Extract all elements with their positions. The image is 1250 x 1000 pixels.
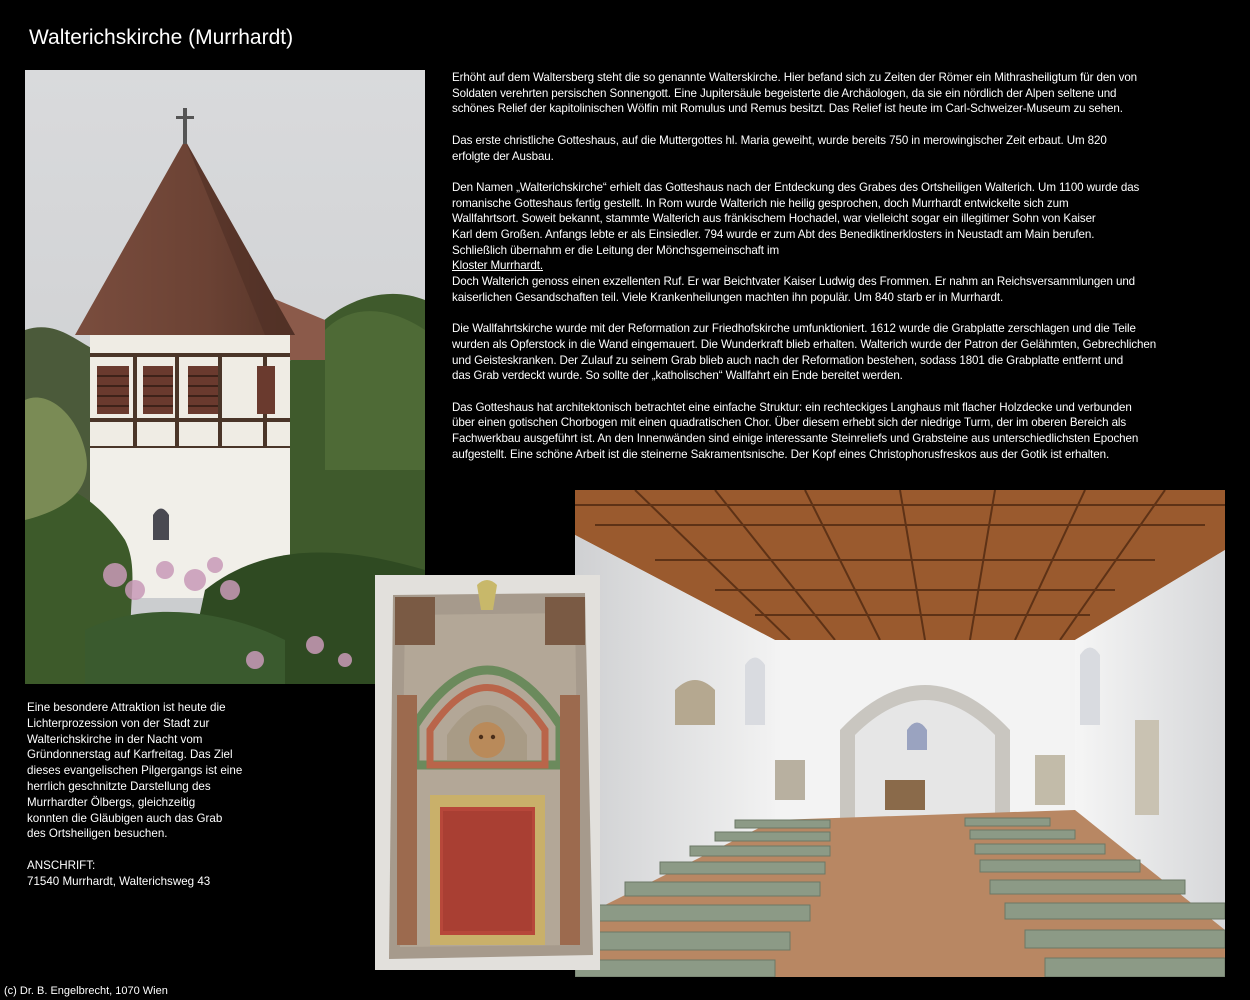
church-interior-photo [575, 490, 1225, 977]
procession-text: Eine besondere Attraktion ist heute die Lichterprozession von der Stadt zur Walterichskirche in der Nacht vom Gründonnerstag auf Karfreitag. Das Ziel dieses evangelischen Pilgergangs ist eine herrlich geschnitzte Darstellung des Murrhardter Ölbergs, gleichzeitig konnten die Gläubigen auch das Grab des Ortsheiligen besuchen. ANSCHRIFT: 71540 Murrhardt, Walterichsweg 43 [27, 700, 367, 890]
paragraph-walterich: Den Namen „Walterichskirche“ erhielt das Gotteshaus nach der Entdeckung des Grabes des Ortsheiligen Walterich. Um 1100 wurde das romanische Gotteshaus fertig gestellt. In Rom wurde Walterich nie heilig gesprochen, doch Murrhardt entwickelte sich zum Wallfahrtsort. Soweit bekannt, stammte Walterich aus fränkischem Hochadel, war vielleicht sogar ein illegitimer Sohn von Kaiser Karl dem Großen. Anfangs lebte er als Einsiedler. 794 wurde er zum Abt des Benediktinerklosters in Neustadt am Main berufen. Schließlich übernahm er die Leitung der Mönchsgemeinschaft im Kloster Murrhardt. Doch Walterich genoss einen exzellenten Ruf. Er war Beichtvater Kaiser Ludwig des Frommen. Er nahm an Reichsversammlungen und kaiserlichen Gesandschaften teil. Viele Krankenheilungen machten ihn populär. Um 840 starb er in Murrhardt. [452, 180, 1140, 304]
paragraph-history-roman: Erhöht auf dem Waltersberg steht die so genannte Walterskirche. Hier befand sich zu Zeiten der Römer ein Mithrasheiligtum für den von Soldaten verehrten persischen Sonnengott. Eine Jupitersäule begeisterte die Archäologen, da sie ein nördlich der Alpen seltene und schönes Relief der kapitolinischen Wölfin mit Romulus und Remus besitzt. Das Relief ist heute im Carl-Schweizer-Museum zu sehen. [452, 71, 1138, 116]
copyright-footer: (c) Dr. B. Engelbrecht, 1070 Wien [4, 985, 168, 997]
church-exterior-photo [25, 70, 425, 684]
description-text [452, 70, 1212, 478]
paragraph-first-church: Das erste christliche Gotteshaus, auf die Muttergottes hl. Maria geweiht, wurde bereits 750 in merowingischer Zeit erbaut. Um 820 erfolgte der Ausbau. [452, 133, 1107, 163]
kloster-murrhardt-link[interactable]: Kloster Murrhardt. [452, 259, 543, 273]
address: 71540 Murrhardt, Walterichsweg 43 [27, 874, 211, 888]
page-title: Walterichskirche (Murrhardt) [29, 26, 294, 49]
sacrament-niche-photo [375, 575, 600, 970]
paragraph-architecture: Das Gotteshaus hat architektonisch betrachtet eine einfache Struktur: ein rechteckiges Langhaus mit flacher Holzdecke und verbunden über einen gotischen Chorbogen mit einen quadratischen Chor. Über diesem erhebt sich der niedrige Turm, der im oberen Bereich als Fachwerkbau ausgeführt ist. An den Innenwänden sind einige interessante Steinreliefs und Grabsteine aus unterschiedlichsten Epochen aufgestellt. Eine schöne Arbeit ist die steinerne Sakramentsnische. Der Kopf eines Christophorusfreskos aus der Gotik ist erhalten. [452, 400, 1139, 461]
paragraph-reformation: Die Wallfahrtskirche wurde mit der Reformation zur Friedhofskirche umfunktioniert. 1612 wurde die Grabplatte zerschlagen und die Teile wurden als Opferstock in die Wand eingemauert. Die Wunderkraft blieb erhalten. Walterich wurde der Patron der Gelähmten, Gebrechlichen und Geisteskranken. Der Zulauf zu seinem Grab blieb auch nach der Reformation bestehen, sodass 1801 die Grabplatte entfernt und das Grab verdeckt wurde. So sollte der „katholischen“ Wallfahrt ein Ende bereitet werden. [452, 322, 1157, 383]
address-label: ANSCHRIFT: [27, 858, 96, 872]
